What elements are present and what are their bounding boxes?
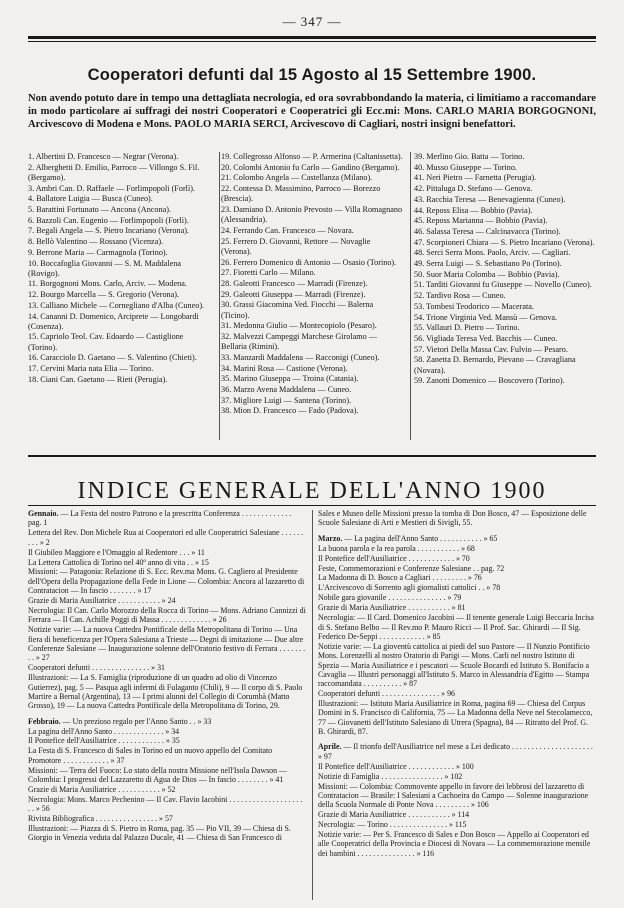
deceased-entry: 35. Marino Giuseppa — Troina (Catania).	[221, 374, 359, 384]
deceased-entry: 3. Ambri Can. D. Raffaele — Forlimpopoli (Forlì).	[28, 183, 195, 193]
index-entry-text: Necrologia: Il Can. Carlo Morozzo della Rocca di Torino — Mons. Adriano Cannizzi di Ferrara — Il Can. Achille Poggi di Massa . . . . . . . . . . . . . » 26	[28, 606, 306, 625]
index-entry-text: Missioni: — Colombia: Commovente appello in favore dei lebbrosi del lazzaretto di Contratacion — Brasile: I Salesiani a Cachoeira do Campo — Solenne inaugurazione della Scuola Normale di Ponte Nova . . . . . . . . . » 106	[318, 781, 589, 810]
index-entry-text: Necrologia: — Torino . . . . . . . . . . . . . . . » 115	[318, 820, 467, 830]
deceased-entry: 43. Racchia Teresa — Benevagienna (Cuneo).	[414, 194, 566, 204]
index-entry-text: Illustrazioni: — La S. Famiglia (riproduzione di un quadro ad olio di Vincenzo Gutierrez), pag. 5 — Pasqua agli infermi di Fulaganto (Chili), 9 — Il corpo di S. Paolo Martire a Bernal (Argentina), 13 — I primi alunni del Collegio di Corumbà (Matto Grosso), 19 — La nuova Cattedra Pontificale della Metropolitana di Torino, 29.	[28, 673, 303, 711]
index-entry	[318, 699, 596, 736]
index-entry	[318, 772, 596, 781]
deceased-entry: 15. Capriolo Teol. Cav. Edoardo — Castiglione (Torino).	[28, 332, 184, 352]
deceased-entry: 14. Cananni D. Domenico, Arciprete — Longobardi (Cosenza).	[28, 311, 199, 331]
deceased-entry: 34. Marini Rosa — Castione (Verona).	[221, 363, 348, 373]
deceased-entry: 1. Albertini D. Francesco — Negrar (Verona).	[28, 152, 179, 161]
deceased-entry: 2. Alberghetti D. Emilio, Parroco — Villongo S. Fil. (Bergamo).	[28, 162, 200, 182]
index-title-rule	[28, 505, 596, 506]
deceased-entry: 58. Zanetta D. Bernardo, Pievano — Cravagliana (Novara).	[414, 355, 576, 375]
index-entry	[28, 814, 306, 823]
index-entry	[28, 625, 306, 662]
deceased-entry: 12. Bourgo Marcella — S. Gregorio (Verona).	[28, 290, 180, 300]
deceased-column-3	[414, 152, 596, 442]
index-entry-text: Il Giubileo Maggiore e l'Omaggio al Redentore . . . » 11	[28, 547, 205, 557]
deceased-entry: 31. Medonna Giulio — Montecopiolo (Pesaro).	[221, 321, 377, 331]
index-entry	[28, 663, 306, 672]
index-entry-text: Nobile gara giovanile . . . . . . . . . . . . . . . » 79	[318, 593, 462, 603]
deceased-entry: 32. Malvezzi Campeggi Marchese Girolamo — Bellaria (Rimini).	[221, 331, 377, 352]
index-entry	[28, 736, 306, 745]
index-entry	[28, 717, 306, 726]
page-title: Cooperatori defunti dal 15 Agosto al 15 Settembre 1900.	[87, 66, 537, 84]
deceased-entry: 9. Berrone Maria — Carmagnola (Torino).	[28, 247, 168, 257]
deceased-entry: 52. Tardivo Rosa — Cuneo.	[414, 291, 506, 301]
index-entry-text: Necrologia: Mons. Marco Pechenino — Il Cav. Flavio Iacobini . . . . . . . . . . . . . . . . . . . . . » 56	[28, 794, 303, 814]
deceased-entry: 11. Borgognoni Mons. Carlo, Arciv. — Modena.	[28, 279, 187, 289]
index-entry	[28, 509, 306, 528]
index-entry-text: Lettera del Rev. Don Michele Rua ai Cooperatori ed alle Cooperatrici Salesiane . . . . . . . . . » 2	[28, 528, 304, 547]
index-entry	[318, 830, 596, 858]
deceased-entry: 46. Salassa Teresa — Calcinavacca (Torino).	[414, 226, 561, 236]
index-entry	[28, 528, 306, 547]
deceased-column-1	[28, 152, 210, 442]
index-entry	[28, 548, 306, 557]
index-entry	[318, 642, 596, 689]
deceased-entry: 41. Neri Pietro — Farnetta (Perugia).	[414, 173, 537, 183]
deceased-entry: 28. Galeotti Francesco — Marradi (Firenze).	[221, 278, 368, 288]
index-entry	[318, 583, 596, 592]
deceased-entry: 51. Tarditi Giovanni fu Giuseppe — Novello (Cuneo).	[414, 280, 592, 290]
deceased-entry: 18. Ciani Can. Gaetano — Rieti (Perugia).	[28, 374, 168, 384]
deceased-entry: 7. Begali Angela — S. Pietro Incariano (Verona).	[28, 226, 189, 236]
index-entry-text: La Lettera Cattolica di Torino nel 40º anno di vita . . » 15	[28, 557, 209, 567]
deceased-entry: 25. Ferrero D. Giovanni, Rettore — Novaglie (Verona).	[221, 236, 371, 256]
index-entry-text: Illustrazioni: — Istituto Maria Ausiliatrice in Roma, pagina 69 — Chiesa del Corpus Domini in S. Francisco di California, 75 — La Madonna della Neve nel Stecolamecco, 77 — Giovanetti dell'Istituto Salesiano di Utrera (Spagna), 84 — Ritratto del Prof. G. B. Ghirardi, 87.	[318, 699, 593, 737]
index-entry-text: Necrologia: — Il Card. Domenico Jacobini — Il tenente generale Luigi Beccaria Incisa di S. Stefano Belbo — Il Rev.mo P. Mauro Ricci — Il Prof. Sac. Ghirardi — Il Sig. Federico De-Seppi . . . . . . . . . . . . » 85	[318, 613, 594, 641]
deceased-entry: 23. Damiano D. Antonio Prevosto — Villa Romagnano (Alessandria).	[221, 205, 403, 225]
deceased-entry: 53. Tombesi Teodorico — Macerata.	[414, 301, 534, 311]
index-entry-text: Rivista Bibliografica . . . . . . . . . . . . . . . . » 57	[28, 814, 173, 824]
index-entry	[318, 593, 596, 602]
index-entry	[28, 795, 306, 814]
deceased-entry: 30. Grassi Giacomina Ved. Fiocchi — Balerna (Ticino).	[221, 300, 374, 320]
index-entry-text: Cooperatori defunti . . . . . . . . . . . . . . . » 96	[318, 689, 455, 699]
top-double-rule-thick	[28, 36, 596, 39]
deceased-entry: 48. Serci Serra Mons. Paolo, Arciv. — Cagliari.	[414, 248, 571, 258]
index-entry-text: Sales e Museo delle Missioni presso la tomba di Don Bosco, 47 — Esposizione delle Scuole Salesiane di Arti e Mestieri di Sivigli, 55.	[318, 509, 587, 528]
index-entry-text: La Festa di S. Francesco di Sales in Torino ed un nuovo appello del Comitato Promotore . . . . . . . . . . . . » 37	[28, 746, 273, 765]
deceased-entry: 33. Manzardi Maddalena — Racconigi (Cuneo).	[221, 352, 380, 362]
deceased-list	[28, 152, 596, 442]
deceased-column-2	[221, 152, 403, 442]
deceased-entry: 21. Colombo Angela — Castellanza (Milano).	[221, 173, 373, 183]
deceased-entry: 6. Bazzoli Can. Eugenio — Forlimpopoli (Forlì).	[28, 215, 189, 225]
index-entry	[318, 573, 596, 582]
deceased-entry: 49. Serra Luigi — S. Sebastiano Po (Torino).	[414, 259, 562, 269]
index-entry-text: Notizie varie: — Per S. Francesco di Sales e Don Bosco — Appello ai Cooperatori ed alle Cooperatrici della Provincia e Diocesi di Novara — La commemorazione mensile dei bambini . . . . . . . . . . . . . . . » 116	[318, 830, 591, 858]
deceased-entry: 19. Collegrosso Alfonso — P. Armerina (Caltanissetta).	[221, 152, 403, 161]
index-entry-text: Il Pontefice dell'Ausiliatrice . . . . . . . . . . . . » 100	[318, 761, 474, 771]
index-entry	[28, 673, 306, 710]
index-month-heading: Marzo.	[318, 533, 345, 543]
index-entry	[28, 766, 306, 785]
index-entry-text: Feste, Commemorazioni e Conferenze Salesiane . . pag. 72	[318, 563, 505, 573]
index-entry	[28, 596, 306, 605]
deceased-entry: 5. Barattini Fortunato — Ancona (Ancona).	[28, 205, 172, 215]
column-divider-2	[410, 152, 411, 440]
index-column-divider	[312, 510, 313, 900]
index-entry-text: Grazie di Maria Ausiliatrice . . . . . . . . . . . » 24	[28, 596, 176, 606]
index-month-heading: Gennaio.	[28, 509, 61, 518]
index-month-heading: Febbraio.	[28, 716, 63, 726]
index-entry	[28, 727, 306, 736]
deceased-entry: 8. Bellò Valentino — Rossano (Vicenza).	[28, 237, 164, 247]
index-entry	[318, 554, 596, 563]
deceased-entry: 22. Contessa D. Massimino, Parroco — Borezzo (Brescia).	[221, 184, 381, 204]
index-entry	[28, 785, 306, 794]
deceased-entry: 50. Suor Maria Colomba — Bobbio (Pavia).	[414, 269, 560, 279]
index-entry-text: — Il trionfo dell'Ausiliatrice nel mese a Lei dedicato . . . . . . . . . . . . . . . . . . . . . » 97	[318, 742, 593, 761]
index-entry-text: Illustrazioni: — Piazza di S. Pietro in Roma, pag. 35 — Pio VII, 39 — Chiesa di S. Giorgio in Venezia veduta dal Palazzo Ducale, 41 — Chiesa di San Francesco di	[28, 824, 291, 843]
deceased-entry: 20. Colombi Antonio fu Carlo — Gandino (Bergamo).	[221, 162, 400, 172]
deceased-entry: 56. Vigliada Teresa Ved. Bacchis — Cuneo.	[414, 333, 558, 343]
index-entry	[28, 567, 306, 595]
index-entry	[318, 762, 596, 771]
index-entry-text: Grazie di Maria Ausiliatrice . . . . . . . . . . . » 114	[318, 810, 470, 820]
column-divider-1	[219, 152, 220, 440]
index-entry	[318, 689, 596, 698]
index-entry-text: Missioni: — Terra del Fuoco: Lo stato della nostra Missione nell'Isola Dawson — Colombia: I progressi del Lazzaretto di Agua de Dios — In fascio . . . . . . . . » 41	[28, 765, 287, 784]
deceased-entry: 17. Cervini Maria nata Elia — Torino.	[28, 364, 154, 374]
index-entry	[318, 820, 596, 829]
top-double-rule-thin	[28, 41, 596, 42]
deceased-entry: 37. Migliore Luigi — Santena (Torino).	[221, 395, 352, 405]
index-entry-text: La buona parola e la rea parola . . . . . . . . . . . » 68	[318, 543, 475, 553]
deceased-entry: 44. Reposs Elisa — Bobbio (Pavia).	[414, 205, 533, 215]
index-entry-text: Cooperatori defunti . . . . . . . . . . . . . . . » 31	[28, 663, 165, 673]
index-entry-text: Il Pontefice dell'Ausiliatrice . . . . . . . . . . . . » 70	[318, 553, 470, 563]
section-separator-rule	[28, 455, 596, 457]
deceased-entry: 59. Zanotti Domenico — Boscovero (Torino).	[414, 376, 565, 386]
page-number: — 347 —	[282, 14, 342, 29]
index-entry-text: — La Festa del nostro Patrono e la prescritta Conferenza . . . . . . . . . . . . . pag. 1	[28, 509, 292, 528]
index-entry	[318, 742, 596, 761]
index-entry-text: Notizie varie: — La nuova Cattedra Pontificale della Metropolitana di Torino — Una fiera di beneficenza per l'Opera Salesiana a Trieste — Degni di imitazione — Due altre Conferenze Salesiane — Inaugurazione solenne dell'Oratorio festivo di Ferrara . . . . . . . . . » 27	[28, 625, 306, 663]
deceased-entry: 55. Vallauri D. Pietro — Torino.	[414, 323, 520, 333]
deceased-entry: 27. Fioretti Carlo — Milano.	[221, 268, 316, 278]
deceased-entry: 40. Musso Giuseppe — Torino.	[414, 162, 517, 172]
index-entry-text: Grazie di Maria Ausiliatrice . . . . . . . . . . . » 52	[28, 784, 176, 794]
deceased-entry: 16. Caracciolo D. Gaetano — S. Valentino (Chieti).	[28, 353, 197, 363]
index-entry	[318, 544, 596, 553]
deceased-entry: 24. Ferrando Can. Francesco — Novara.	[221, 225, 354, 235]
index-entry-text: La pagina dell'Anno Santo . . . . . . . . . . . . . » 34	[28, 726, 180, 736]
index-entry-text: L'Arcivescovo di Sorrento agli giornalisti cattolici . . » 78	[318, 583, 501, 593]
index-entry	[318, 564, 596, 573]
index-entry-text: Notizie di Famiglia . . . . . . . . . . . . . . . . » 102	[318, 771, 463, 781]
deceased-entry: 13. Calliano Michele — Cornegliano d'Alba (Cuneo).	[28, 300, 205, 310]
index-right-column	[318, 509, 596, 859]
deceased-entry: 42. Pittaluga D. Stefano — Genova.	[414, 184, 533, 194]
deceased-entry: 4. Ballatore Luigia — Busca (Cuneo).	[28, 194, 153, 204]
index-entry	[28, 824, 306, 843]
index-entry-text: — La pagina dell'Anno Santo . . . . . . . . . . . » 65	[344, 533, 498, 543]
deceased-entry: 38. Mion D. Francesco — Fado (Padova).	[221, 406, 359, 416]
index-left-column	[28, 509, 306, 859]
index-entry	[28, 746, 306, 765]
index-entry	[318, 613, 596, 641]
index-entry-text: Missioni: — Patagonia: Relazione di S. Ecc. Rev.ma Mons. G. Cagliero al Presidente dell'Opera della Propagazione della Fede in Lione — Colombia: Ancora al lazzaretto di Contratacion — In fascio . . . . . . . » 17	[28, 567, 305, 596]
deceased-entry: 39. Merlino Gio. Batta — Torino.	[414, 152, 525, 161]
index-entry	[318, 810, 596, 819]
index-entry-text: — Un prezioso regalo per l'Anno Santo . . » 33	[62, 716, 212, 726]
index-entry	[28, 558, 306, 567]
deceased-entry: 36. Marzo Avena Maddalena — Cuneo.	[221, 384, 352, 394]
index-entry	[318, 534, 596, 543]
index-entry-text: Grazie di Maria Ausiliatrice . . . . . . . . . . . » 81	[318, 603, 466, 613]
deceased-entry: 54. Trione Virginia Ved. Mansù — Genova.	[414, 312, 558, 322]
deceased-entry: 26. Ferrero Domenico di Antonio — Osasio (Torino).	[221, 257, 397, 267]
index-entry-text: Il Pontefice dell'Ausiliatrice . . . . . . . . . . . . » 35	[28, 736, 180, 746]
deceased-entry: 10. Boccafoglia Giovanni — S. M. Maddalena (Rovigo).	[28, 258, 182, 278]
index-month-heading: Aprile.	[318, 742, 344, 752]
deceased-entry: 57. Vietori Della Massa Cav. Fulvio — Pesaro.	[414, 344, 568, 354]
index-entry	[318, 509, 596, 528]
index-entry	[318, 782, 596, 810]
index-entry	[318, 603, 596, 612]
deceased-entry: 47. Scorpioneri Chiara — S. Pietro Incariano (Verona).	[414, 237, 595, 247]
index-entry-text: Notizie varie: — La gioventù cattolica ai piedi del suo Pastore — Il Nunzio Pontificio Mons. Lorenzelli al nostro Oratorio di Parigi — Mons. Carli nel nostro Istituto di Spezia — Maria Ausiliatrice e i pescatori — Scuole Bocardi ed Istituto S. Bonifacio a Cavaglia — Illustri personaggi all'Istituto S. Marco in Alessandria d'Egitto — Stampa raccomandata . . . . . . . . . . » 87	[318, 641, 590, 689]
intro-paragraph: Non avendo potuto dare in tempo una dettagliata necrologia, ed ora sovrabbondando la materia, ci limitiamo a raccomandare in modo particolare ai suffragi dei nostri Cooperatori e Cooperatrici gli Ecc.mi: Mons. CARLO MARIA BORGOGNONI, Arcivescovo di Modena e Mons. PAOLO MARIA SERCI, Arcivescovo di Cagliari, nostri insigni benefattori.	[28, 93, 596, 130]
index-entry-text: La Madonna di D. Bosco a Cagliari . . . . . . . . . » 76	[318, 573, 482, 583]
deceased-entry: 29. Galeotti Giuseppa — Marradi (Firenze).	[221, 289, 366, 299]
index-entry	[28, 606, 306, 625]
deceased-entry: 45. Reposs Marianna — Bobbio (Pavia).	[414, 216, 548, 226]
index-title: INDICE GENERALE DELL'ANNO 1900	[77, 478, 547, 504]
